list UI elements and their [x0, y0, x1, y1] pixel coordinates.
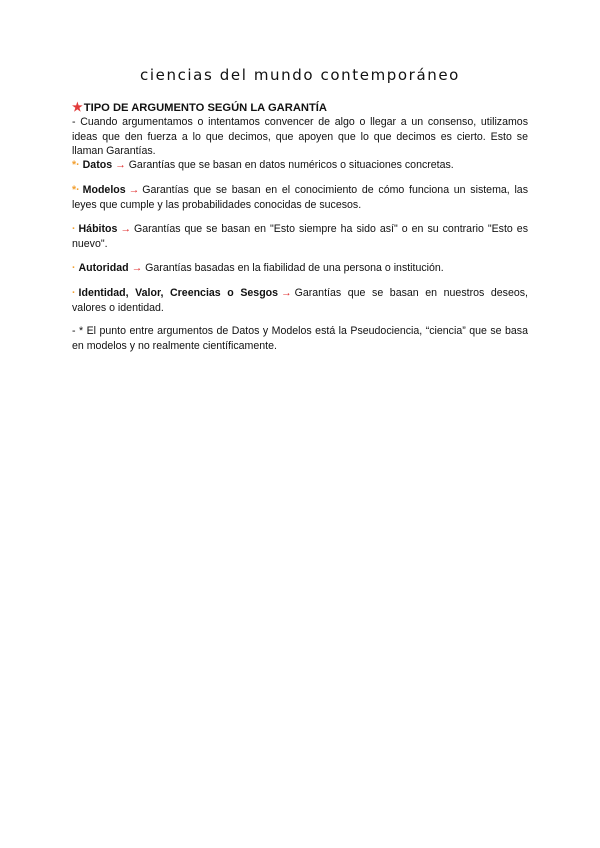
item-term: Datos: [82, 159, 113, 171]
arrow-icon: →: [131, 262, 143, 274]
item-term: Hábitos: [78, 223, 118, 235]
section-heading-text: TIPO DE ARGUMENTO SEGÚN LA GARANTÍA: [83, 102, 327, 114]
item-term: Identidad, Valor, Creencias o Sesgos: [78, 287, 279, 299]
item-text: Garantías que se basan en nuestros deseos, valores o identidad.: [72, 287, 528, 314]
bullet-icon: *·: [72, 159, 80, 171]
item-term: Modelos: [82, 184, 126, 196]
bullet-icon: ·: [72, 223, 76, 235]
item-text: Garantías que se basan en datos numéricos o situaciones concretas.: [128, 159, 454, 171]
bullet-icon: *·: [72, 184, 80, 196]
arrow-icon: →: [115, 159, 126, 171]
bullet-icon: ·: [72, 262, 76, 274]
star-icon: ★: [72, 100, 83, 114]
list-item-identidad: [72, 286, 528, 315]
list-item-autoridad: [72, 261, 528, 276]
list-item-habitos: [72, 222, 528, 251]
arrow-icon: →: [281, 287, 292, 299]
intro-paragraph: - Cuando argumentamos o intentamos convencer de algo o llegar a un consenso, utilizamos ideas que den fuerza a lo que decimos, que apoyen que lo que decimos es cierto. Esto se llaman Garantías.: [72, 116, 528, 157]
document-title: ciencias del mundo contemporáneo: [140, 66, 460, 84]
bullet-icon: ·: [72, 287, 76, 299]
note-paragraph: - * El punto entre argumentos de Datos y Modelos está la Pseudociencia, “ciencia” que se basa en modelos y no realmente científicamente.: [72, 325, 528, 352]
item-text: Garantías basadas en la fiabilidad de una persona o institución.: [145, 262, 444, 274]
item-text: Garantías que se basan en el conocimiento de cómo funciona un sistema, las leyes que cumple y las probabilidades conocidas de sucesos.: [72, 184, 528, 211]
item-term: Autoridad: [78, 262, 129, 274]
list-item-datos: [72, 158, 528, 173]
list-item-modelos: [72, 183, 528, 212]
item-text: Garantías que se basan en "Esto siempre ha sido así" o en su contrario "Esto es nuevo".: [72, 223, 528, 250]
section-heading: [72, 100, 327, 114]
arrow-icon: →: [120, 223, 131, 235]
arrow-icon: →: [128, 184, 140, 196]
